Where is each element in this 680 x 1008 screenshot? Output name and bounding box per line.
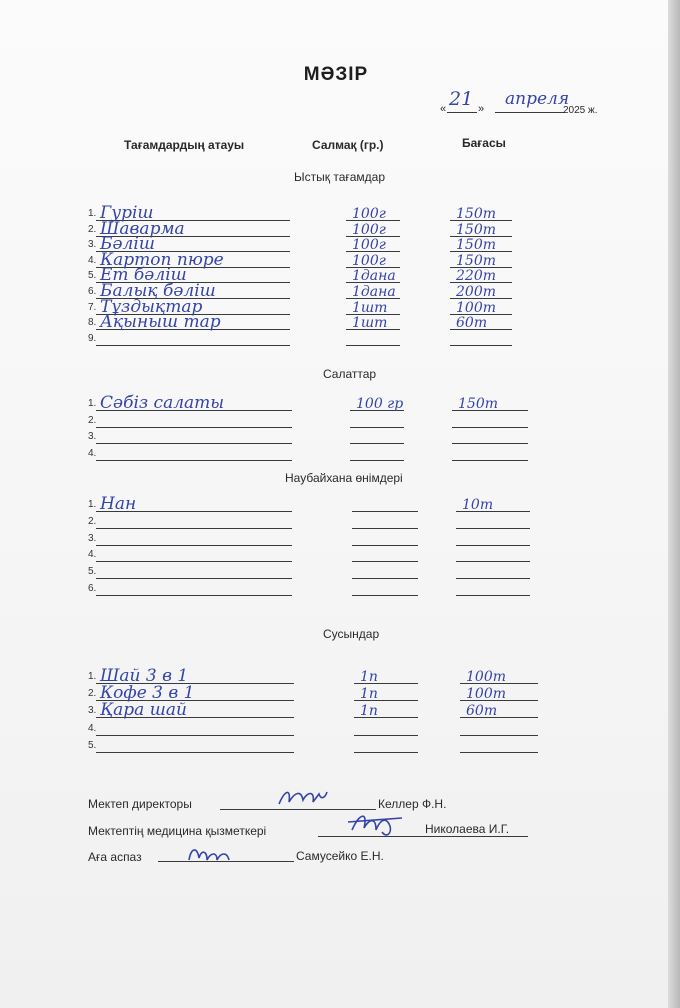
dish-name: Картоп пюре (100, 250, 224, 270)
chef-signature (185, 842, 237, 866)
dish-price: 150т (456, 253, 496, 269)
dish-name: Шай 3 в 1 (100, 666, 189, 686)
document-title: МӘЗІР (303, 64, 369, 85)
name-line (96, 460, 292, 461)
weight-line (352, 511, 418, 512)
director-label: Мектеп директоры (88, 797, 192, 811)
weight-line (350, 443, 404, 444)
menu-row (0, 333, 672, 349)
name-line (96, 561, 292, 562)
row-number: 4. (88, 255, 97, 266)
weight-line (352, 545, 418, 546)
dish-weight: 1дана (352, 284, 396, 300)
dish-weight: 1п (360, 686, 378, 702)
date-open-quote: « (440, 103, 447, 115)
menu-row (0, 431, 672, 447)
dish-name: Сәбіз салаты (100, 393, 225, 413)
dish-name: Тұздықтар (100, 297, 203, 317)
row-number: 3. (88, 239, 97, 250)
dish-weight: 100г (352, 222, 386, 238)
weight-line (352, 578, 418, 579)
date-day: 21 (449, 88, 474, 110)
name-line (96, 578, 292, 579)
column-header-weight: Салмақ (гр.) (312, 138, 384, 152)
price-line (450, 345, 512, 346)
row-number: 5. (88, 270, 97, 281)
dish-price: 150т (456, 206, 496, 222)
dish-weight: 100г (352, 253, 386, 269)
dish-weight: 1п (360, 703, 378, 719)
paper-edge (668, 0, 680, 1008)
column-header-name: Тағамдардың атауы (124, 138, 245, 152)
date-close-quote: » (478, 103, 485, 115)
weight-line (350, 460, 404, 461)
dish-price: 150т (456, 237, 496, 253)
name-line (96, 443, 292, 444)
director-signature (275, 784, 331, 810)
menu-row (0, 700, 672, 721)
row-number: 1. (88, 208, 97, 219)
dish-weight: 1п (360, 669, 378, 685)
date-month-line (495, 112, 565, 113)
weight-line (354, 752, 418, 753)
dish-price: 10т (462, 497, 494, 513)
price-line (452, 443, 528, 444)
row-number: 2. (88, 415, 97, 426)
row-number: 5. (88, 566, 97, 577)
dish-weight: 1шт (352, 300, 388, 316)
dish-name: Гуріш (100, 203, 154, 223)
menu-row (0, 415, 672, 431)
section-title-drinks: Сусындар (323, 627, 380, 641)
menu-row (0, 533, 672, 549)
menu-row (0, 448, 672, 464)
dish-price: 100т (466, 686, 506, 702)
date-day-line (447, 112, 477, 113)
dish-price: 100т (456, 300, 496, 316)
name-line (96, 427, 292, 428)
dish-price: 100т (466, 669, 506, 685)
section-title-bakery: Наубайхана өнімдері (285, 471, 403, 485)
dish-name: Ақыныш тар (100, 312, 221, 332)
medic-name: Николаева И.Г. (425, 822, 510, 836)
price-line (456, 545, 530, 546)
row-number: 4. (88, 723, 97, 734)
dish-price: 150т (458, 396, 498, 412)
name-line (96, 345, 290, 346)
row-number: 2. (88, 516, 97, 527)
row-number: 1. (88, 671, 97, 682)
dish-price: 200т (456, 284, 496, 300)
column-header-price: Бағасы (462, 136, 506, 150)
name-line (96, 735, 294, 736)
name-line (96, 752, 294, 753)
dish-name: Бәліш (100, 234, 155, 254)
price-line (460, 735, 538, 736)
weight-line (350, 427, 404, 428)
weight-line (352, 561, 418, 562)
price-line (456, 528, 530, 529)
chef-name: Самусейко Е.Н. (296, 849, 384, 863)
row-number: 3. (88, 705, 97, 716)
menu-row (0, 723, 672, 739)
row-number: 3. (88, 533, 97, 544)
dish-price: 60т (456, 315, 488, 331)
weight-line (352, 595, 418, 596)
date-year: 2025 ж. (563, 105, 598, 116)
dish-weight: 100г (352, 237, 386, 253)
dish-weight: 100г (352, 206, 386, 222)
row-number: 5. (88, 740, 97, 751)
price-line (452, 427, 528, 428)
weight-line (346, 345, 400, 346)
row-number: 1. (88, 499, 97, 510)
dish-price: 220т (456, 268, 496, 284)
chef-label: Аға аспаз (88, 850, 142, 864)
row-number: 2. (88, 688, 97, 699)
price-line (456, 561, 530, 562)
section-title-hot: Ыстық тағамдар (294, 170, 386, 184)
menu-row (0, 393, 672, 414)
price-line (460, 752, 538, 753)
dish-weight: 1дана (352, 268, 396, 284)
menu-row (0, 583, 672, 599)
row-number: 6. (88, 286, 97, 297)
menu-row (0, 312, 672, 333)
dish-name: Кофе 3 в 1 (100, 683, 195, 703)
row-number: 7. (88, 302, 97, 313)
price-line (456, 578, 530, 579)
menu-row (0, 566, 672, 582)
price-line (456, 595, 530, 596)
dish-name: Қара шай (100, 700, 187, 720)
menu-row (0, 516, 672, 532)
weight-line (352, 528, 418, 529)
dish-name: Нан (100, 494, 137, 514)
row-number: 3. (88, 431, 97, 442)
name-line (96, 545, 292, 546)
weight-line (354, 735, 418, 736)
dish-weight: 1шт (352, 315, 388, 331)
row-number: 6. (88, 583, 97, 594)
menu-row (0, 549, 672, 565)
dish-name: Шаварма (100, 219, 185, 239)
director-name: Келлер Ф.Н. (378, 797, 447, 811)
dish-name: Ет бәліш (100, 265, 187, 285)
medic-label: Мектептің медицина қызметкері (88, 824, 267, 838)
price-line (452, 460, 528, 461)
section-title-salads: Салаттар (323, 367, 377, 381)
medic-signature (346, 808, 406, 840)
dish-price: 150т (456, 222, 496, 238)
menu-row (0, 494, 672, 515)
date-month: апреля (505, 89, 570, 109)
name-line (96, 528, 292, 529)
row-number: 8. (88, 317, 97, 328)
menu-row (0, 740, 672, 756)
row-number: 2. (88, 224, 97, 235)
dish-price: 60т (466, 703, 498, 719)
dish-weight: 100 гр (356, 396, 404, 412)
row-number: 4. (88, 549, 97, 560)
row-number: 9. (88, 333, 97, 344)
dish-name: Балық бәліш (100, 281, 216, 301)
name-line (96, 595, 292, 596)
row-number: 4. (88, 448, 97, 459)
row-number: 1. (88, 398, 97, 409)
